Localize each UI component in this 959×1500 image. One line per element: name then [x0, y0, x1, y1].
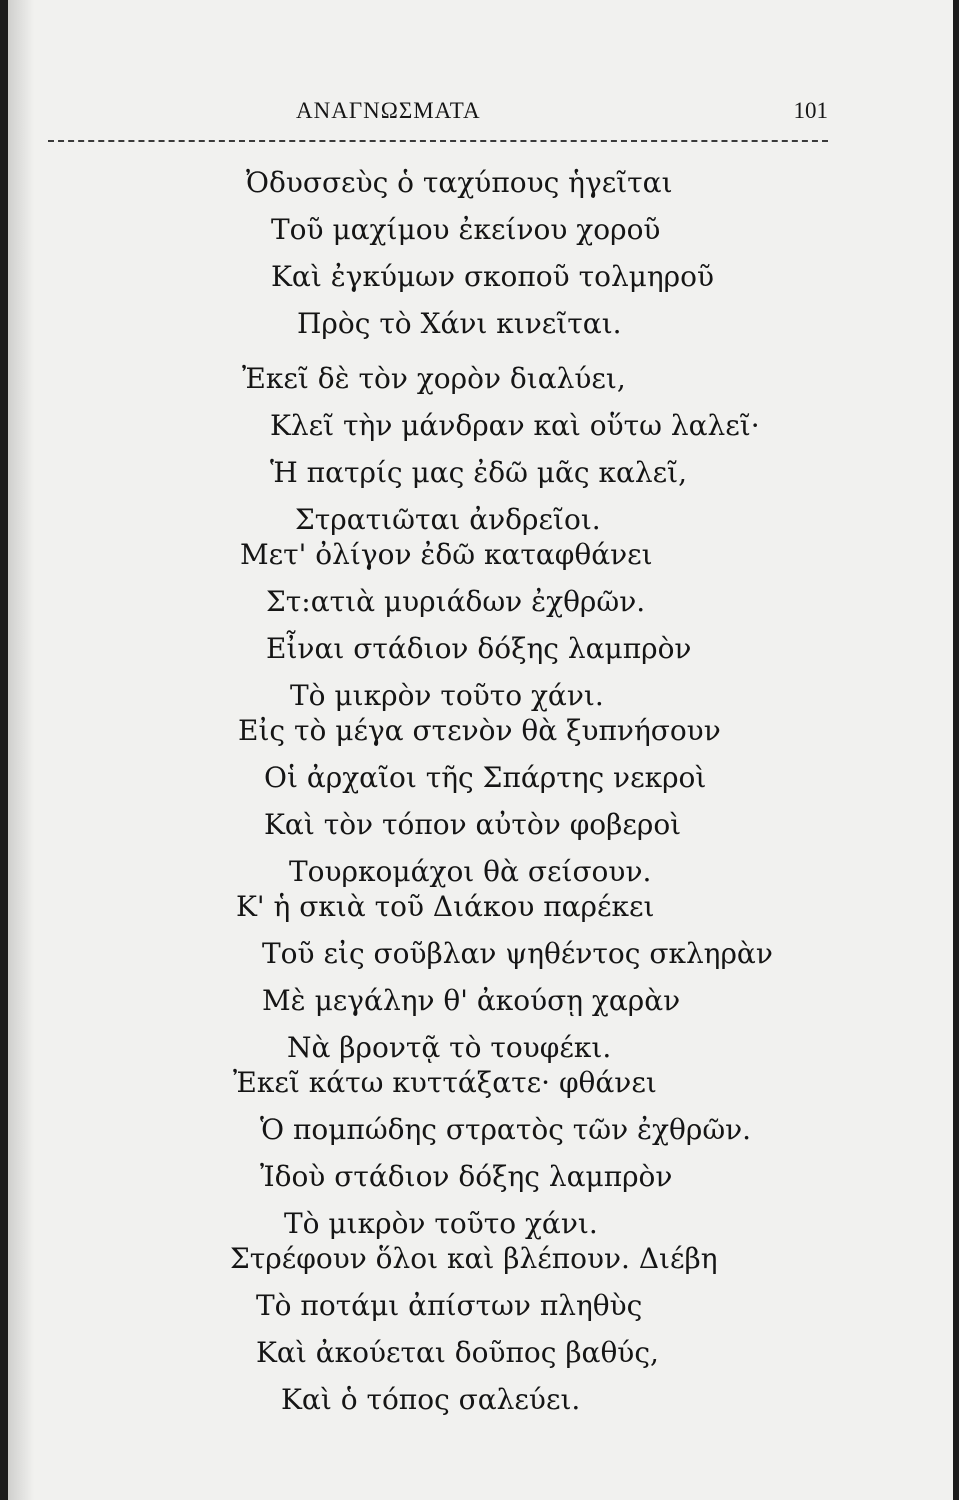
- poem-line: Ἐκεῖ κάτω κυττάξατε· φθάνει: [233, 1066, 657, 1099]
- poem-line: Κ' ἡ σκιὰ τοῦ Διάκου παρέκει: [236, 890, 655, 923]
- poem-line: Εἰς τὸ μέγα στενὸν θὰ ξυπνήσουν: [238, 714, 721, 747]
- poem-line: Καὶ ἐγκύμων σκοποῦ τολμηροῦ: [271, 260, 714, 293]
- poem-line: Ἡ πατρίς μας ἐδῶ μᾶς καλεῖ,: [270, 456, 688, 489]
- poem-line: Τουρκομάχοι θὰ σείσουν.: [289, 855, 652, 888]
- poem-line: Στ:ατιὰ μυριάδων ἐχθρῶν.: [266, 585, 646, 618]
- poem-line: Ὁ πομπώδης στρατὸς τῶν ἐχθρῶν.: [260, 1113, 752, 1146]
- poem-line: Μετ' ὀλίγον ἐδῶ καταφθάνει: [240, 538, 653, 571]
- poem-line: Εἶναι στάδιον δόξης λαμπρὸν: [266, 632, 692, 665]
- poem-line: Ὀδυσσεὺς ὁ ταχύπους ἡγεῖται: [246, 166, 673, 199]
- poem-line: Μὲ μεγάλην θ' ἀκούσῃ χαρὰν: [262, 984, 681, 1017]
- running-title: ΑΝΑΓΝΩΣΜΑΤΑ: [296, 98, 481, 123]
- poem-line: Ἐκεῖ δὲ τὸν χορὸν διαλύει,: [242, 362, 626, 395]
- poem-line: Νὰ βροντᾷ τὸ τουφέκι.: [287, 1031, 612, 1064]
- poem-line: Στρέφουν ὅλοι καὶ βλέπουν. Διέβη: [230, 1242, 718, 1275]
- poem: [8, 166, 953, 1426]
- poem-line: Τοῦ εἰς σοῦβλαν ψηθέντος σκληρὰν: [262, 937, 773, 970]
- poem-line: Καὶ ὁ τόπος σαλεύει.: [281, 1383, 581, 1416]
- poem-line: Τὸ μικρὸν τοῦτο χάνι.: [290, 679, 604, 712]
- poem-line: Τὸ ποτάμι ἀπίστων πληθὺς: [256, 1289, 643, 1322]
- header-rule: [48, 140, 828, 142]
- poem-line: Οἱ ἀρχαῖοι τῆς Σπάρτης νεκροὶ: [264, 761, 707, 794]
- poem-line: Στρατιῶται ἀνδρεῖοι.: [295, 503, 601, 536]
- poem-line: Τὸ μικρὸν τοῦτο χάνι.: [284, 1207, 598, 1240]
- page-number: 101: [793, 98, 828, 123]
- book-page: [8, 0, 953, 1500]
- poem-line: Καὶ τὸν τόπον αὐτὸν φοβεροὶ: [264, 808, 682, 841]
- poem-line: Ἰδοὺ στάδιον δόξης λαμπρὸν: [260, 1160, 673, 1193]
- page-header: [238, 96, 828, 136]
- poem-line: Τοῦ μαχίμου ἐκείνου χοροῦ: [271, 213, 661, 246]
- poem-line: Κλεῖ τὴν μάνδραν καὶ οὕτω λαλεῖ·: [270, 409, 760, 442]
- poem-line: Πρὸς τὸ Χάνι κινεῖται.: [297, 307, 622, 340]
- poem-line: Καὶ ἀκούεται δοῦπος βαθύς,: [256, 1336, 659, 1369]
